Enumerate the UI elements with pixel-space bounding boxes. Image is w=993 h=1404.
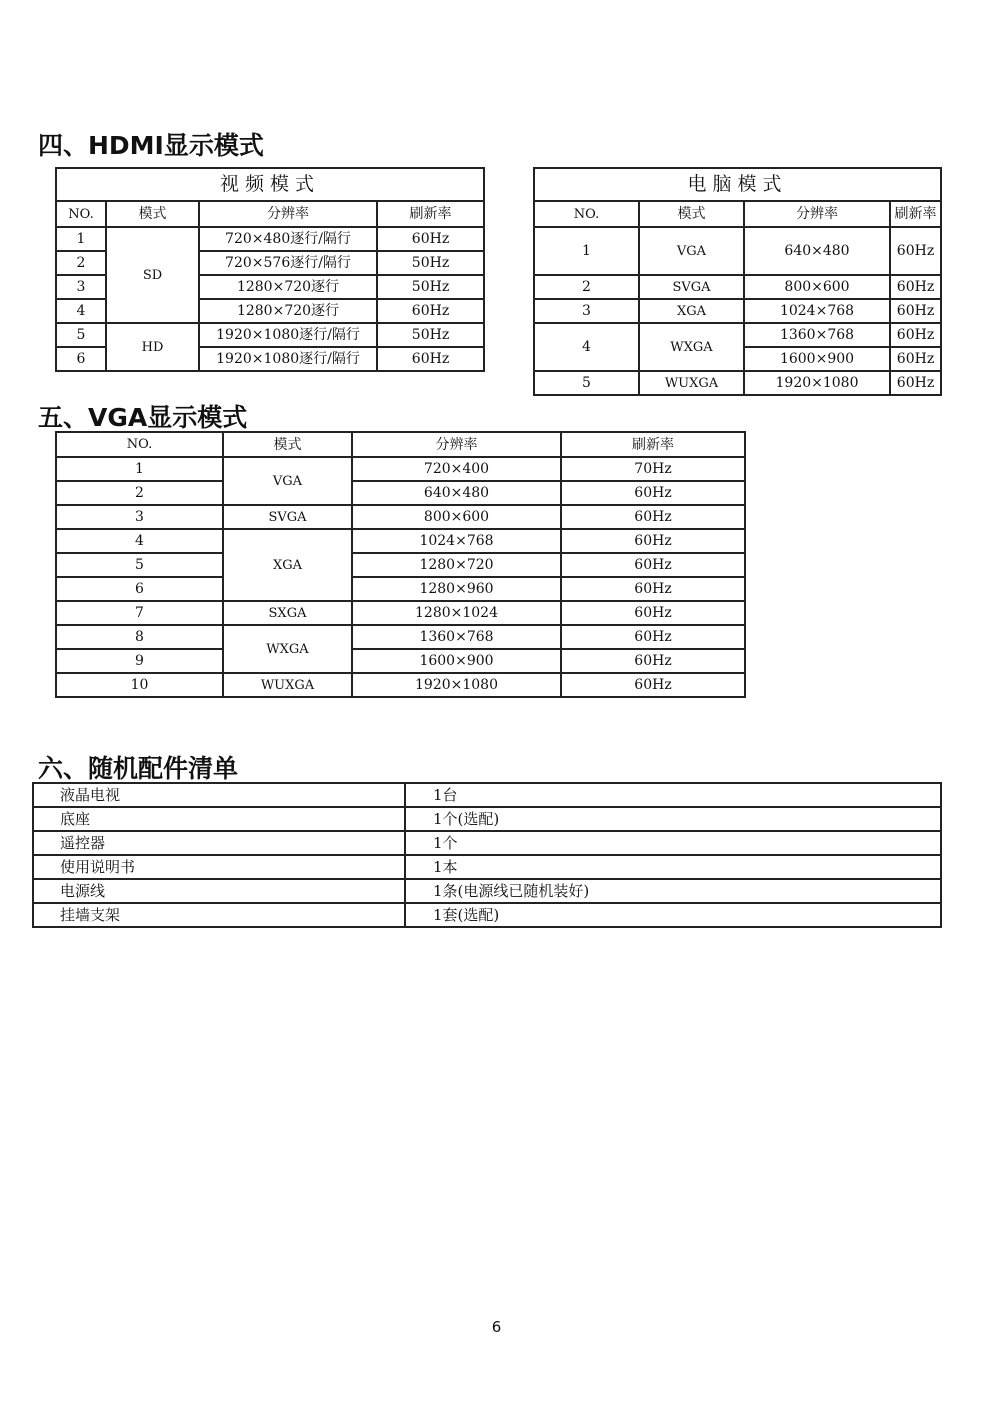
row-mode: XGA bbox=[639, 299, 744, 323]
header-no: NO. bbox=[56, 432, 223, 457]
row-resolution: 1280×720逐行 bbox=[199, 275, 377, 299]
hdmi-video-table bbox=[55, 167, 485, 372]
row-refresh: 60Hz bbox=[561, 577, 745, 601]
table-row bbox=[56, 481, 745, 505]
header-refresh: 刷新率 bbox=[561, 432, 745, 457]
header-refresh: 刷新率 bbox=[377, 201, 484, 227]
row-no: 2 bbox=[534, 275, 639, 299]
row-no: 10 bbox=[56, 673, 223, 697]
row-resolution: 720×480逐行/隔行 bbox=[199, 227, 377, 251]
row-resolution: 1920×1080 bbox=[352, 673, 561, 697]
accessories-heading: 六、随机配件清单 bbox=[38, 754, 239, 783]
hdmi-heading: 四、HDMI显示模式 bbox=[38, 131, 264, 160]
accessory-item: 遥控器 bbox=[33, 831, 405, 855]
row-refresh: 60Hz bbox=[890, 347, 941, 371]
row-refresh: 60Hz bbox=[890, 299, 941, 323]
accessory-qty: 1本 bbox=[405, 855, 941, 879]
header-refresh: 刷新率 bbox=[890, 201, 941, 227]
row-resolution: 1024×768 bbox=[352, 529, 561, 553]
header-mode: 模式 bbox=[106, 201, 199, 227]
row-mode: WUXGA bbox=[639, 371, 744, 395]
row-refresh: 60Hz bbox=[377, 347, 484, 371]
mode-group-sd: SD bbox=[106, 227, 199, 323]
row-mode: WXGA bbox=[639, 323, 744, 371]
row-refresh: 60Hz bbox=[890, 275, 941, 299]
table-row bbox=[33, 855, 941, 879]
mode-wuxga: WUXGA bbox=[223, 673, 352, 697]
row-refresh: 60Hz bbox=[890, 227, 941, 275]
row-resolution: 1600×900 bbox=[352, 649, 561, 673]
header-no: NO. bbox=[534, 201, 639, 227]
row-no: 4 bbox=[56, 529, 223, 553]
row-resolution: 1920×1080 bbox=[744, 371, 890, 395]
video-mode-title: 视频模式 bbox=[56, 168, 484, 201]
row-resolution: 1280×960 bbox=[352, 577, 561, 601]
row-refresh: 60Hz bbox=[890, 323, 941, 347]
accessories-table bbox=[32, 782, 942, 928]
row-refresh: 60Hz bbox=[561, 601, 745, 625]
header-resolution: 分辨率 bbox=[744, 201, 890, 227]
row-mode: VGA bbox=[639, 227, 744, 275]
header-resolution: 分辨率 bbox=[352, 432, 561, 457]
row-refresh: 60Hz bbox=[561, 649, 745, 673]
row-refresh: 60Hz bbox=[561, 529, 745, 553]
header-mode: 模式 bbox=[639, 201, 744, 227]
row-no: 6 bbox=[56, 577, 223, 601]
row-resolution: 1600×900 bbox=[744, 347, 890, 371]
row-no: 3 bbox=[56, 505, 223, 529]
row-no: 8 bbox=[56, 625, 223, 649]
row-no: 5 bbox=[56, 323, 106, 347]
table-row bbox=[56, 323, 484, 347]
accessory-qty: 1个 bbox=[405, 831, 941, 855]
vga-mode-table bbox=[55, 431, 746, 698]
table-row bbox=[56, 553, 745, 577]
row-no: 3 bbox=[534, 299, 639, 323]
table-row bbox=[33, 807, 941, 831]
table-row bbox=[534, 371, 941, 395]
table-row bbox=[534, 227, 941, 275]
row-resolution: 640×480 bbox=[352, 481, 561, 505]
row-no: 1 bbox=[534, 227, 639, 275]
row-refresh: 60Hz bbox=[377, 299, 484, 323]
row-refresh: 70Hz bbox=[561, 457, 745, 481]
table-row bbox=[33, 903, 941, 927]
row-no: 3 bbox=[56, 275, 106, 299]
table-row bbox=[56, 227, 484, 251]
row-no: 1 bbox=[56, 227, 106, 251]
row-refresh: 60Hz bbox=[561, 481, 745, 505]
row-no: 2 bbox=[56, 251, 106, 275]
row-refresh: 60Hz bbox=[377, 227, 484, 251]
row-resolution: 1360×768 bbox=[744, 323, 890, 347]
row-refresh: 60Hz bbox=[890, 371, 941, 395]
row-no: 5 bbox=[56, 553, 223, 577]
row-resolution: 1920×1080逐行/隔行 bbox=[199, 347, 377, 371]
table-row bbox=[56, 601, 745, 625]
row-resolution: 1024×768 bbox=[744, 299, 890, 323]
accessory-item: 电源线 bbox=[33, 879, 405, 903]
accessory-item: 底座 bbox=[33, 807, 405, 831]
row-no: 7 bbox=[56, 601, 223, 625]
header-mode: 模式 bbox=[223, 432, 352, 457]
header-resolution: 分辨率 bbox=[199, 201, 377, 227]
table-row bbox=[56, 577, 745, 601]
row-refresh: 60Hz bbox=[561, 553, 745, 577]
pc-mode-title: 电脑模式 bbox=[534, 168, 941, 201]
mode-group-hd: HD bbox=[106, 323, 199, 371]
row-refresh: 50Hz bbox=[377, 275, 484, 299]
hdmi-pc-table bbox=[533, 167, 942, 396]
accessory-item: 使用说明书 bbox=[33, 855, 405, 879]
row-no: 2 bbox=[56, 481, 223, 505]
table-row bbox=[56, 625, 745, 649]
table-row bbox=[56, 529, 745, 553]
accessory-qty: 1套(选配) bbox=[405, 903, 941, 927]
row-no: 4 bbox=[56, 299, 106, 323]
row-resolution: 640×480 bbox=[744, 227, 890, 275]
row-resolution: 800×600 bbox=[744, 275, 890, 299]
accessory-item: 挂墙支架 bbox=[33, 903, 405, 927]
vga-heading: 五、VGA显示模式 bbox=[38, 403, 248, 432]
table-row bbox=[534, 275, 941, 299]
accessory-qty: 1个(选配) bbox=[405, 807, 941, 831]
accessory-qty: 1台 bbox=[405, 783, 941, 807]
table-row bbox=[534, 323, 941, 347]
row-refresh: 60Hz bbox=[561, 505, 745, 529]
row-resolution: 800×600 bbox=[352, 505, 561, 529]
row-refresh: 50Hz bbox=[377, 251, 484, 275]
row-resolution: 1280×720逐行 bbox=[199, 299, 377, 323]
mode-svga: SVGA bbox=[223, 505, 352, 529]
row-refresh: 60Hz bbox=[561, 625, 745, 649]
table-row bbox=[56, 673, 745, 697]
table-row bbox=[56, 649, 745, 673]
row-resolution: 1280×720 bbox=[352, 553, 561, 577]
header-no: NO. bbox=[56, 201, 106, 227]
mode-vga: VGA bbox=[223, 457, 352, 505]
row-resolution: 720×400 bbox=[352, 457, 561, 481]
row-no: 6 bbox=[56, 347, 106, 371]
table-row bbox=[56, 505, 745, 529]
row-refresh: 60Hz bbox=[561, 673, 745, 697]
mode-sxga: SXGA bbox=[223, 601, 352, 625]
row-no: 5 bbox=[534, 371, 639, 395]
accessory-item: 液晶电视 bbox=[33, 783, 405, 807]
mode-wxga: WXGA bbox=[223, 625, 352, 673]
table-row bbox=[33, 831, 941, 855]
table-row bbox=[33, 879, 941, 903]
row-resolution: 1920×1080逐行/隔行 bbox=[199, 323, 377, 347]
page-number: 6 bbox=[491, 1318, 502, 1336]
row-no: 4 bbox=[534, 323, 639, 371]
row-no: 1 bbox=[56, 457, 223, 481]
table-row bbox=[56, 457, 745, 481]
row-mode: SVGA bbox=[639, 275, 744, 299]
table-row bbox=[33, 783, 941, 807]
table-row bbox=[534, 299, 941, 323]
row-resolution: 720×576逐行/隔行 bbox=[199, 251, 377, 275]
row-no: 9 bbox=[56, 649, 223, 673]
row-resolution: 1280×1024 bbox=[352, 601, 561, 625]
row-refresh: 50Hz bbox=[377, 323, 484, 347]
accessory-qty: 1条(电源线已随机装好) bbox=[405, 879, 941, 903]
mode-xga: XGA bbox=[223, 529, 352, 601]
row-resolution: 1360×768 bbox=[352, 625, 561, 649]
